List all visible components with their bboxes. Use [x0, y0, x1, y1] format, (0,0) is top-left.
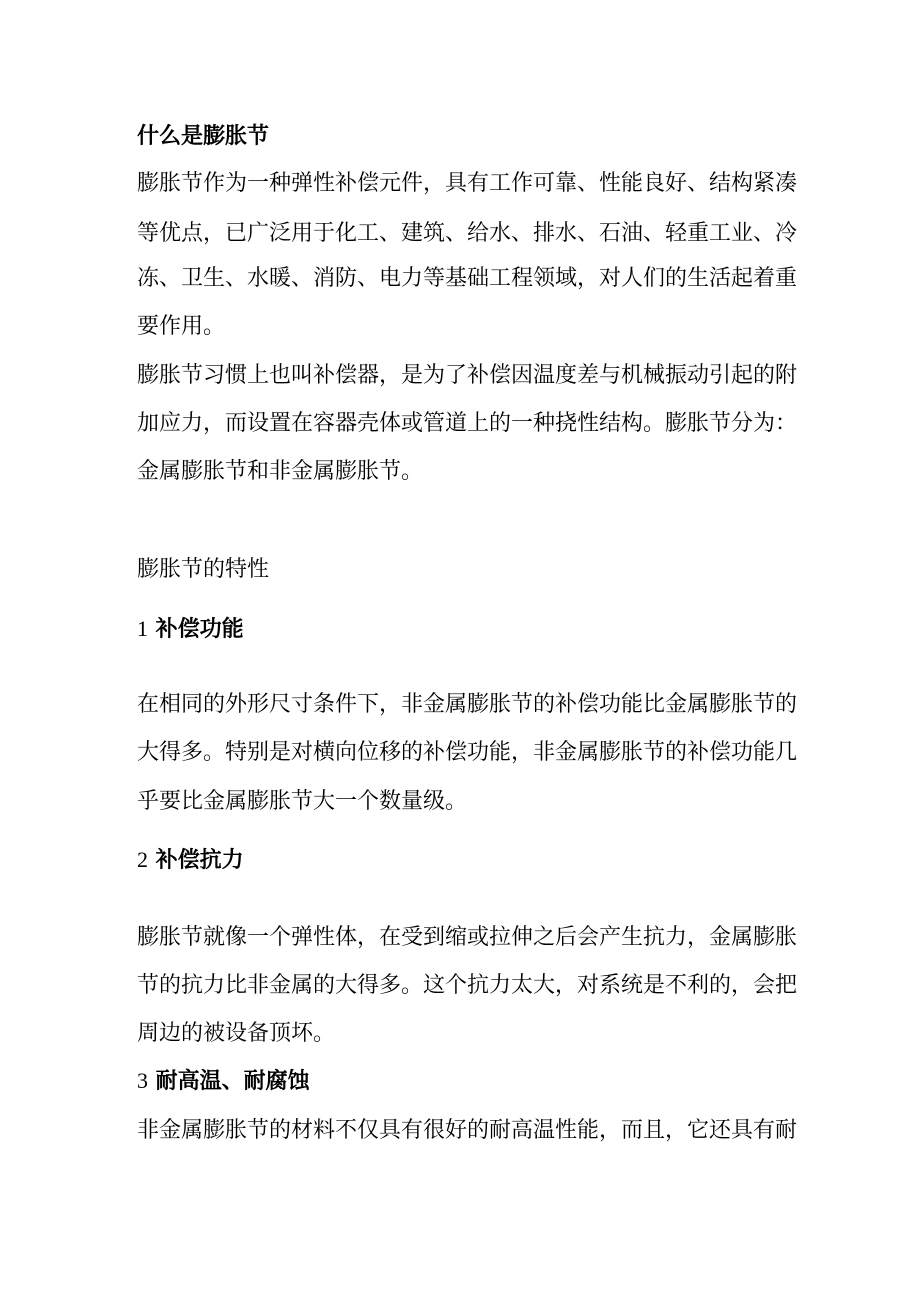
features-heading: 膨胀节的特性: [137, 557, 270, 582]
paragraph-line: 乎要比金属膨胀节大一个数量级。: [137, 789, 468, 814]
paragraph-line: 等优点，已广泛用于化工、建筑、给水、排水、石油、轻重工业、冷: [137, 221, 798, 246]
section-number: 1: [137, 616, 148, 641]
paragraph-line: 冻、卫生、水暖、消防、电力等基础工程领域，对人们的生活起着重: [137, 266, 798, 291]
paragraph-line: 金属膨胀节和非金属膨胀节。: [137, 459, 424, 484]
paragraph-line: 加应力，而设置在容器壳体或管道上的一种挠性结构。膨胀节分为：: [137, 411, 798, 436]
paragraph-line: 膨胀节作为一种弹性补偿元件，具有工作可靠、性能良好、结构紧凑: [137, 171, 798, 196]
paragraph-line: 要作用。: [137, 314, 226, 339]
paragraph-line: 非金属膨胀节的材料不仅具有很好的耐高温性能，而且，它还具有耐: [137, 1118, 798, 1143]
section-title: 耐高温、耐腐蚀: [155, 1069, 310, 1094]
paragraph-line: 在相同的外形尺寸条件下，非金属膨胀节的补偿功能比金属膨胀节的: [137, 692, 798, 717]
paragraph-line: 膨胀节就像一个弹性体，在受到缩或拉伸之后会产生抗力，金属膨胀: [137, 925, 798, 950]
paragraph-line: 膨胀节习惯上也叫补偿器，是为了补偿因温度差与机械振动引起的附: [137, 363, 798, 388]
section-heading: [137, 1066, 310, 1096]
paragraph-line: 周边的被设备顶坏。: [137, 1021, 336, 1046]
section-title: 补偿功能: [155, 617, 244, 642]
section-heading: [137, 614, 244, 644]
paragraph-line: 大得多。特别是对横向位移的补偿功能，非金属膨胀节的补偿功能几: [137, 740, 798, 765]
section-heading: [137, 845, 244, 875]
page-title: 什么是膨胀节: [137, 124, 270, 149]
section-number: 3: [137, 1068, 148, 1093]
section-title: 补偿抗力: [155, 848, 244, 873]
paragraph-line: 节的抗力比非金属的大得多。这个抗力太大，对系统是不利的，会把: [137, 973, 798, 998]
section-number: 2: [137, 847, 148, 872]
